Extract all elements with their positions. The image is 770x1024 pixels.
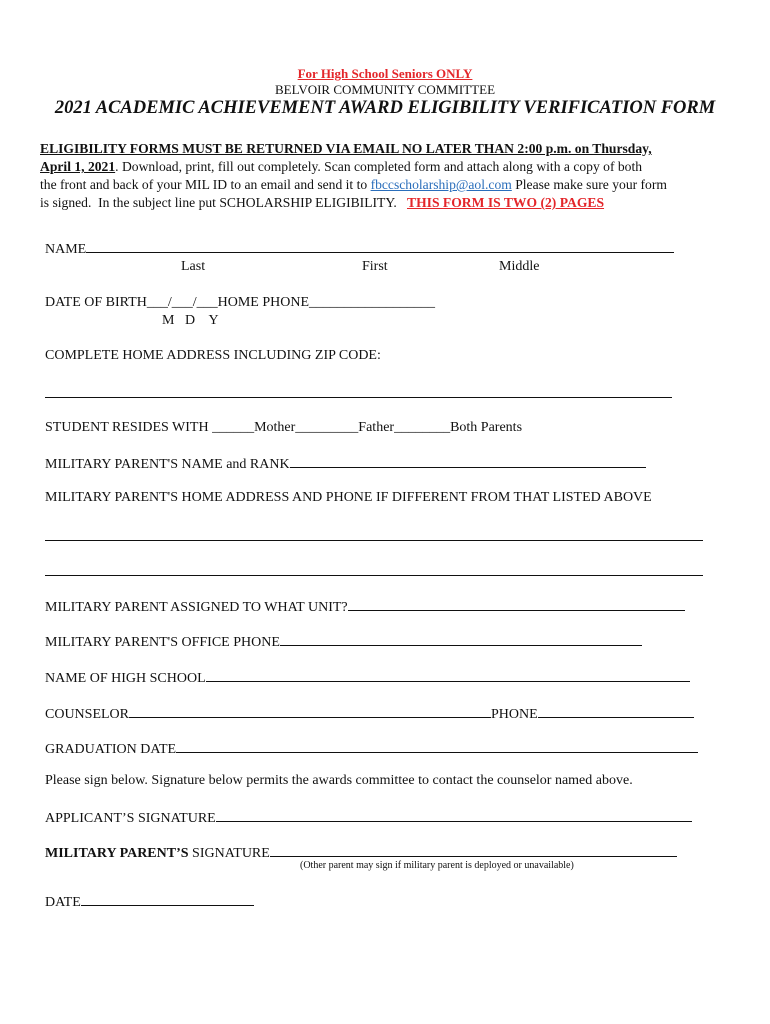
name-line [86,240,674,253]
name-field[interactable] [45,240,674,258]
military-parent-address-label: MILITARY PARENT'S HOME ADDRESS AND PHONE IF DIFFERENT FROM THAT LISTED ABOVE [45,490,652,505]
counselor-label: COUNSELOR [45,707,130,722]
military-parent-name-line [290,455,646,468]
resides-with-field[interactable]: STUDENT RESIDES WITH ______Mother_________Father________Both Parents [45,420,523,435]
home-address-label: COMPLETE HOME ADDRESS INCLUDING ZIP CODE: [45,348,381,363]
committee-name: BELVOIR COMMUNITY COMMITTEE [274,82,496,97]
office-phone-field[interactable] [45,633,642,651]
instructions-line-2 [40,158,642,176]
high-school-line [206,669,690,682]
instructions-text: . Download, print, fill out completely. Scan completed form and attach along with a copy of both [115,159,643,174]
signature-note: Please sign below. Signature below permits the awards committee to contact the counselor named above. [45,773,633,788]
instructions-line-4 [40,194,604,212]
military-unit-line [348,598,685,611]
office-phone-line [280,633,642,646]
high-school-label: NAME OF HIGH SCHOOL [45,671,206,686]
counselor-phone-line [538,705,694,718]
name-middle-label: Middle [499,259,540,274]
other-parent-note: (Other parent may sign if military parent is deployed or unavailable) [300,860,574,871]
home-address-line[interactable] [45,397,672,398]
email-link[interactable]: fbccscholarship@aol.com [370,177,512,192]
date-field[interactable] [45,893,254,911]
military-parent-name-field[interactable] [45,455,646,473]
graduation-date-label: GRADUATION DATE [45,742,177,757]
military-parent-signature-label-bold: MILITARY PARENT’S [45,846,189,861]
dob-phone-field[interactable]: DATE OF BIRTH___/___/___HOME PHONE__________________ [45,295,435,310]
name-first-label: First [362,259,388,274]
dob-mdy-label: M D Y [162,313,219,328]
counselor-line [129,705,491,718]
instructions-line-3 [40,176,667,194]
two-pages-notice: THIS FORM IS TWO (2) PAGES [407,195,605,210]
instructions-line-1: ELIGIBILITY FORMS MUST BE RETURNED VIA EMAIL NO LATER THAN 2:00 p.m. on Thursday, [40,141,652,156]
seniors-only-notice: For High School Seniors ONLY [297,66,473,81]
graduation-date-field[interactable] [45,740,698,758]
military-parent-name-label: MILITARY PARENT'S NAME and RANK [45,457,290,472]
counselor-field[interactable] [45,705,694,723]
form-title: 2021 ACADEMIC ACHIEVEMENT AWARD ELIGIBILITY VERIFICATION FORM [54,98,716,118]
counselor-phone-label: PHONE [491,707,538,722]
date-line [81,893,254,906]
military-parent-signature-line [270,844,677,857]
instructions-text: Please make sure your form [511,177,667,192]
applicant-signature-field[interactable] [45,809,692,827]
office-phone-label: MILITARY PARENT'S OFFICE PHONE [45,635,280,650]
high-school-field[interactable] [45,669,690,687]
military-parent-address-line-1[interactable] [45,540,703,541]
instructions-text: the front and back of your MIL ID to an email and send it to [40,177,371,192]
applicant-signature-label: APPLICANT’S SIGNATURE [45,811,216,826]
name-label: NAME [45,242,87,257]
military-unit-field[interactable] [45,598,685,616]
instructions-text: is signed. In the subject line put SCHOLARSHIP ELIGIBILITY. [40,195,408,210]
name-last-label: Last [181,259,206,274]
military-parent-address-line-2[interactable] [45,575,703,576]
applicant-signature-line [216,809,692,822]
graduation-date-line [176,740,698,753]
date-label: DATE [45,895,81,910]
military-unit-label: MILITARY PARENT ASSIGNED TO WHAT UNIT? [45,600,348,615]
deadline-date: April 1, 2021 [40,159,116,174]
military-parent-signature-label: SIGNATURE [188,846,270,861]
